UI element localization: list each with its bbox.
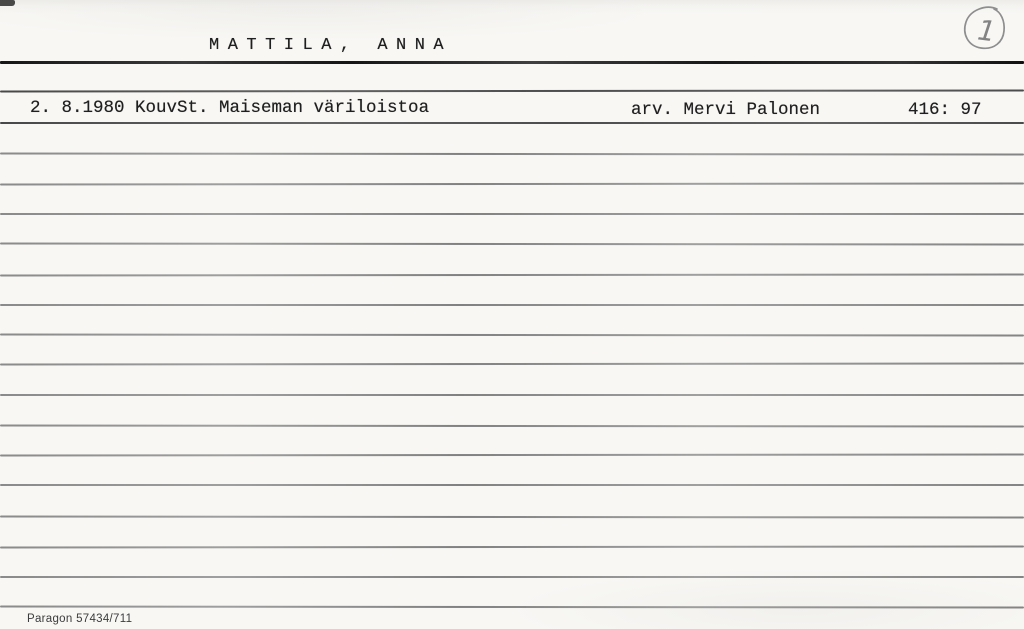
ruled-line: [0, 394, 1024, 396]
ruled-line: [0, 213, 1024, 215]
page-number: 1: [975, 13, 998, 49]
ruled-line: [0, 274, 1024, 277]
ruled-line: [0, 122, 1024, 124]
card-heading-name: MATTILA, ANNA: [209, 36, 453, 55]
ruled-line: [0, 576, 1024, 578]
ruled-line: [0, 425, 1024, 428]
ruled-line: [0, 606, 1024, 609]
ruled-line: [0, 153, 1024, 156]
ruled-line: [0, 334, 1024, 337]
entry-reviewer: arv. Mervi Palonen: [631, 100, 821, 120]
ruled-line: [0, 484, 1024, 486]
ruled-line: [0, 183, 1024, 186]
printer-code: Paragon 57434/711: [27, 613, 133, 625]
entry-reference: 416: 97: [908, 100, 982, 120]
ruled-line: [0, 90, 1024, 93]
scan-edge-mark: [0, 0, 15, 6]
ruled-line: [0, 546, 1024, 549]
ruled-line: [0, 454, 1024, 457]
ruled-line: [0, 243, 1024, 246]
pencil-circled-page-number: [950, 2, 1014, 58]
ruled-line: [0, 304, 1024, 306]
ruled-line: [0, 516, 1024, 519]
ruled-line: [0, 363, 1024, 366]
entry-details: 2. 8.1980 KouvSt. Maiseman väriloistoa: [30, 98, 430, 118]
heading-rule: [0, 61, 1024, 64]
